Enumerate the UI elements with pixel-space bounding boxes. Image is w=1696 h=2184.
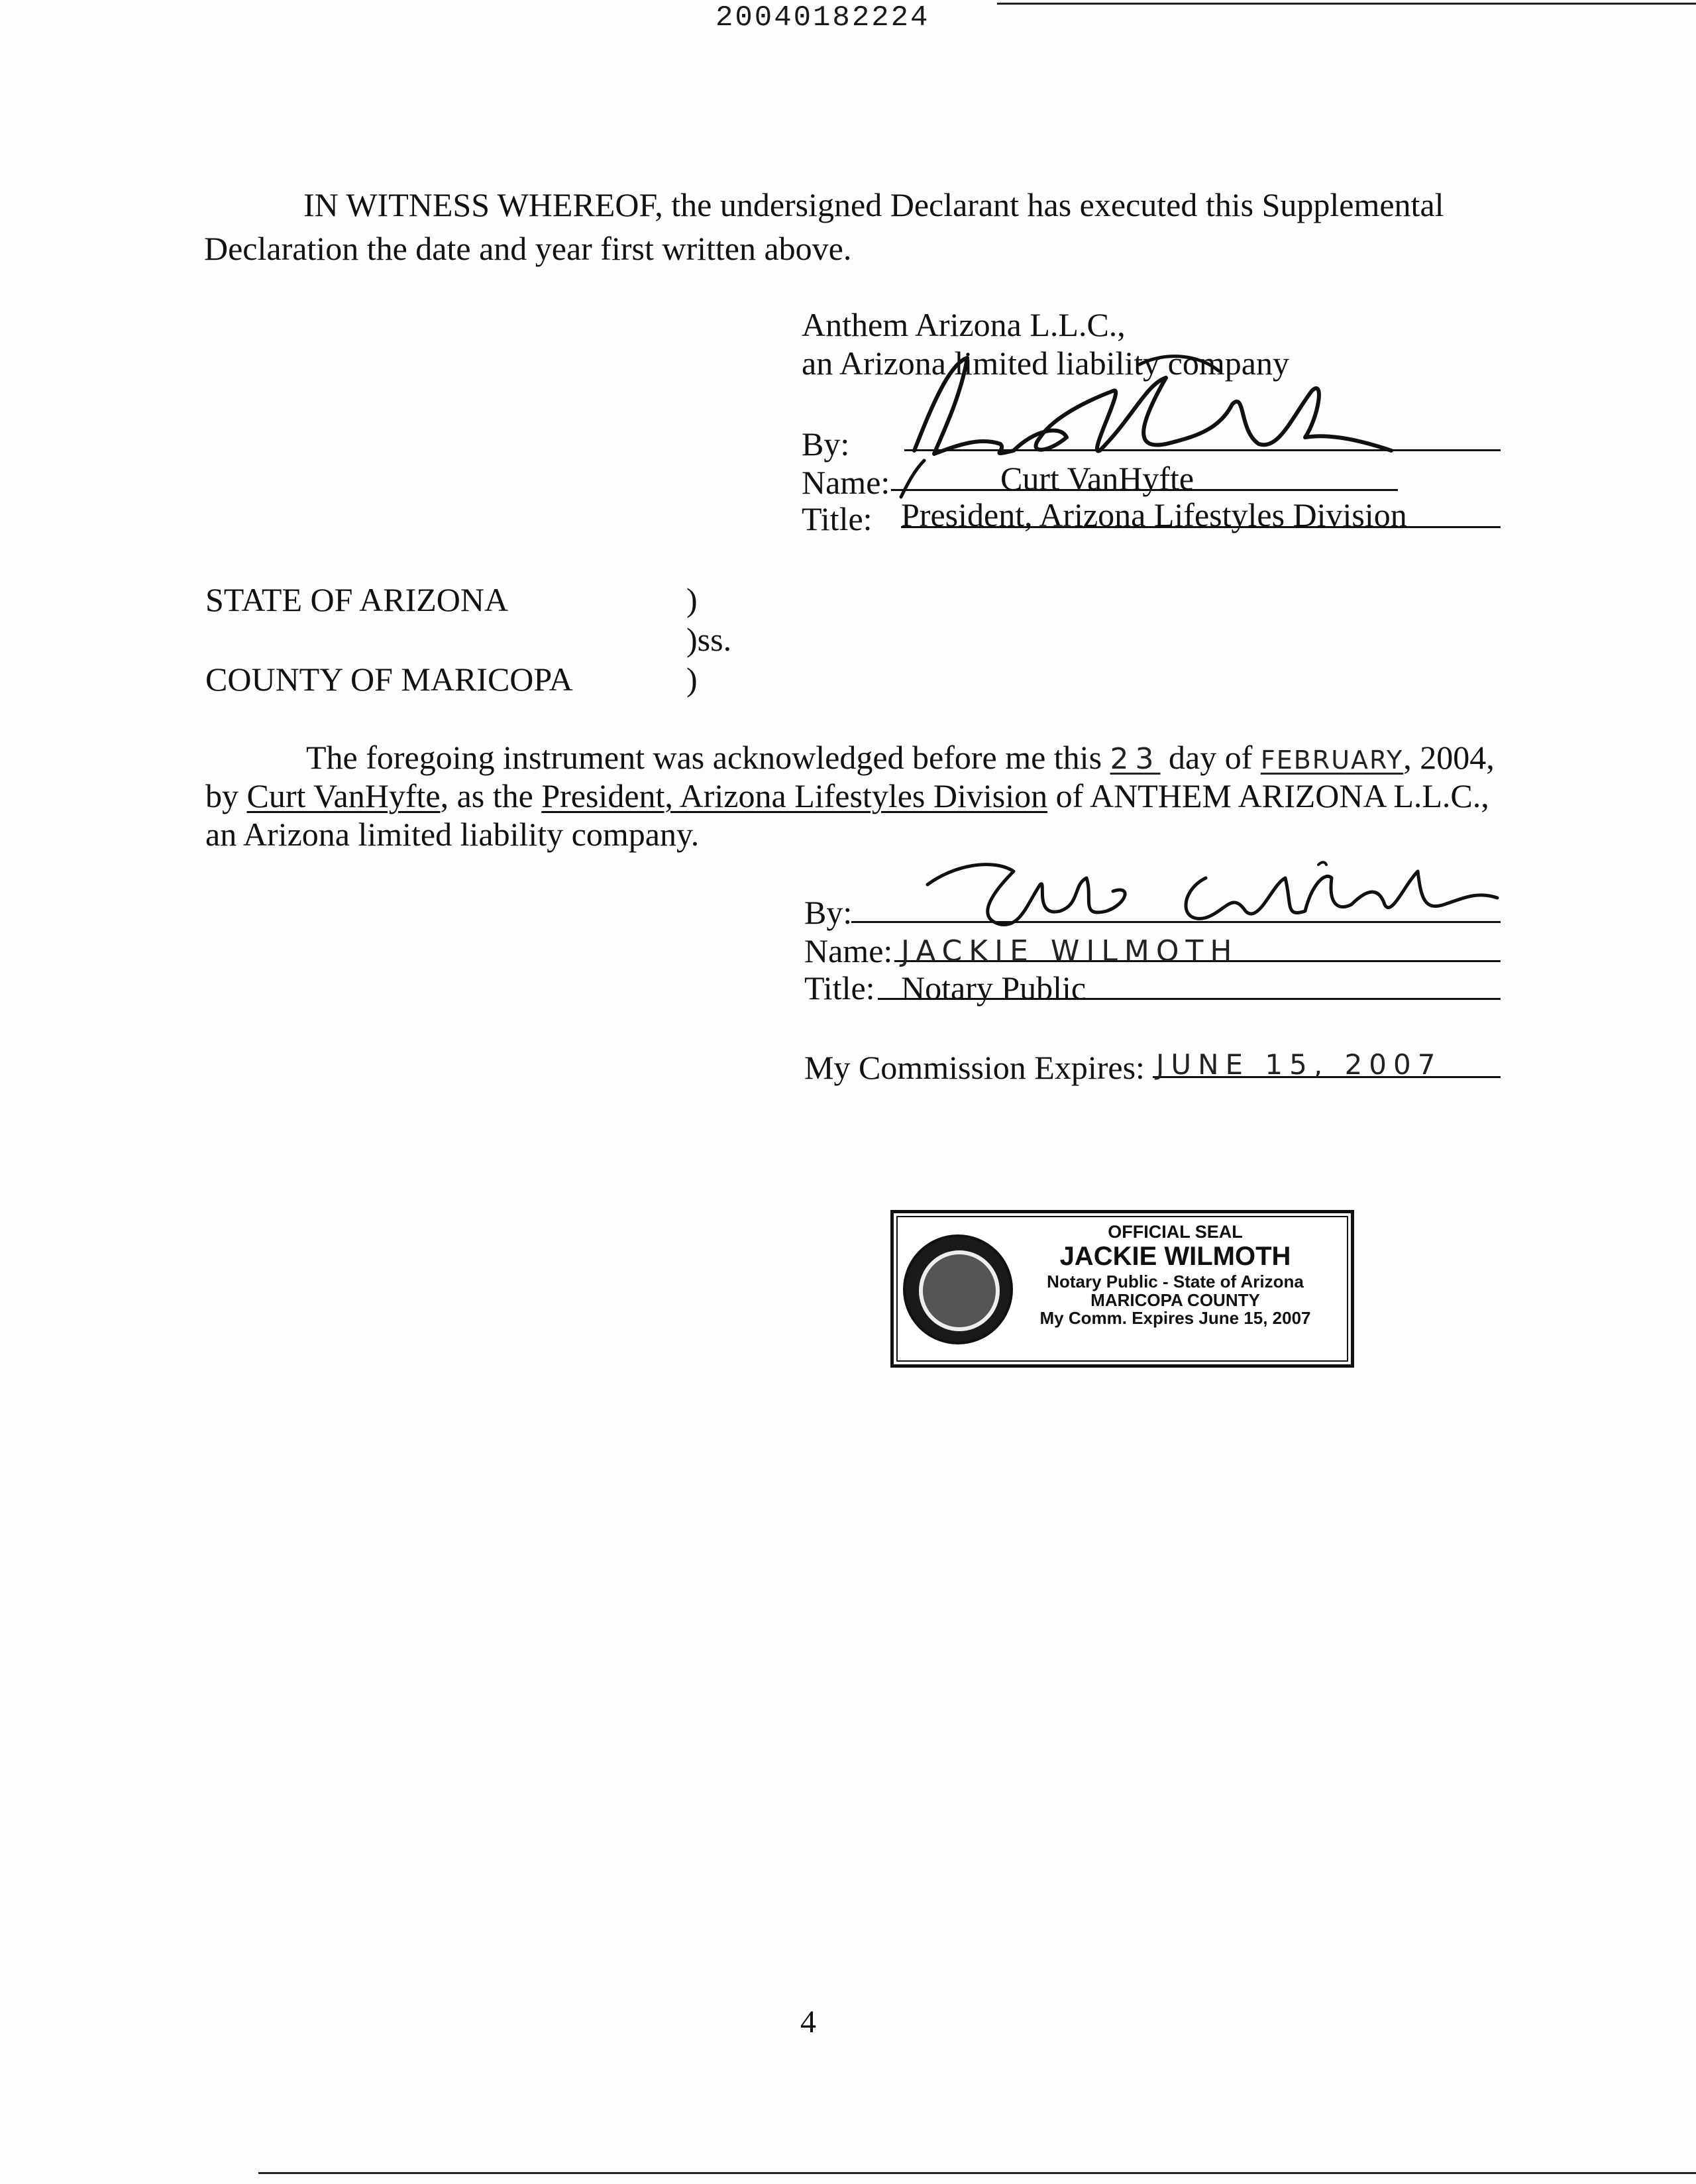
notary-name-value: JACKIE WILMOTH — [901, 934, 1239, 968]
acknowledgment-line-3: an Arizona limited liability company. — [205, 816, 700, 853]
venue-county: COUNTY OF MARICOPA — [205, 661, 573, 698]
ack-text-a: The foregoing instrument was acknowledged before me this — [306, 739, 1110, 776]
ack-text-d: by — [205, 777, 247, 814]
notary-seal — [890, 1210, 1354, 1368]
commission-label: My Commission Expires: — [804, 1049, 1145, 1086]
ack-text-c: , 2004, — [1403, 739, 1495, 776]
company-type: an Arizona limited liability company — [802, 345, 1289, 382]
declarant-by-label: By: — [802, 425, 850, 463]
venue-ss: )ss. — [686, 621, 732, 658]
ack-text-f: of ANTHEM ARIZONA L.L.C., — [1047, 777, 1489, 814]
notary-by-label: By: — [804, 894, 853, 931]
ack-office: President, Arizona Lifestyles Division — [541, 777, 1048, 814]
seal-line-1: OFFICIAL SEAL — [1108, 1222, 1243, 1242]
page-number: 4 — [800, 2004, 816, 2040]
ack-day: 23 — [1110, 742, 1161, 776]
venue-paren-1: ) — [686, 581, 698, 618]
ack-person: Curt VanHyfte — [246, 777, 441, 814]
declarant-name-value: Curt VanHyfte — [1000, 460, 1194, 497]
company-name: Anthem Arizona L.L.C., — [802, 306, 1126, 343]
declarant-name-label: Name: — [802, 464, 890, 501]
state-seal-emblem-icon — [903, 1234, 1013, 1344]
declarant-title-label: Title: — [802, 500, 873, 537]
ack-month: FEBRUARY — [1260, 745, 1404, 775]
document-number: 20040182224 — [716, 1, 930, 34]
venue-paren-2: ) — [686, 661, 698, 698]
acknowledgment-line-1 — [306, 741, 1495, 774]
acknowledgment-line-2 — [205, 779, 1489, 812]
seal-text — [1020, 1223, 1331, 1327]
venue-state: STATE OF ARIZONA — [205, 581, 509, 618]
witness-line-2: Declaration the date and year first written above. — [204, 230, 852, 267]
ack-text-e: , as the — [440, 777, 542, 814]
seal-line-4: MARICOPA COUNTY — [1090, 1289, 1260, 1310]
notary-title-label: Title: — [804, 969, 875, 1007]
notary-name-label: Name: — [804, 932, 893, 969]
bottom-rule — [258, 2172, 1696, 2174]
notary-signature — [914, 845, 1510, 938]
witness-line-1: IN WITNESS WHEREOF, the undersigned Declarant has executed this Supplemental — [303, 186, 1444, 223]
seal-line-2: JACKIE WILMOTH — [1059, 1242, 1291, 1272]
declarant-title-value: President, Arizona Lifestyles Division — [901, 496, 1407, 533]
top-rule — [997, 3, 1696, 5]
ack-text-b: day of — [1160, 739, 1261, 776]
seal-line-3: Notary Public - State of Arizona — [1047, 1272, 1304, 1292]
notary-title-value: Notary Public — [901, 969, 1086, 1007]
seal-line-5: My Comm. Expires June 15, 2007 — [1039, 1307, 1311, 1328]
commission-value: JUNE 15, 2007 — [1156, 1048, 1442, 1081]
